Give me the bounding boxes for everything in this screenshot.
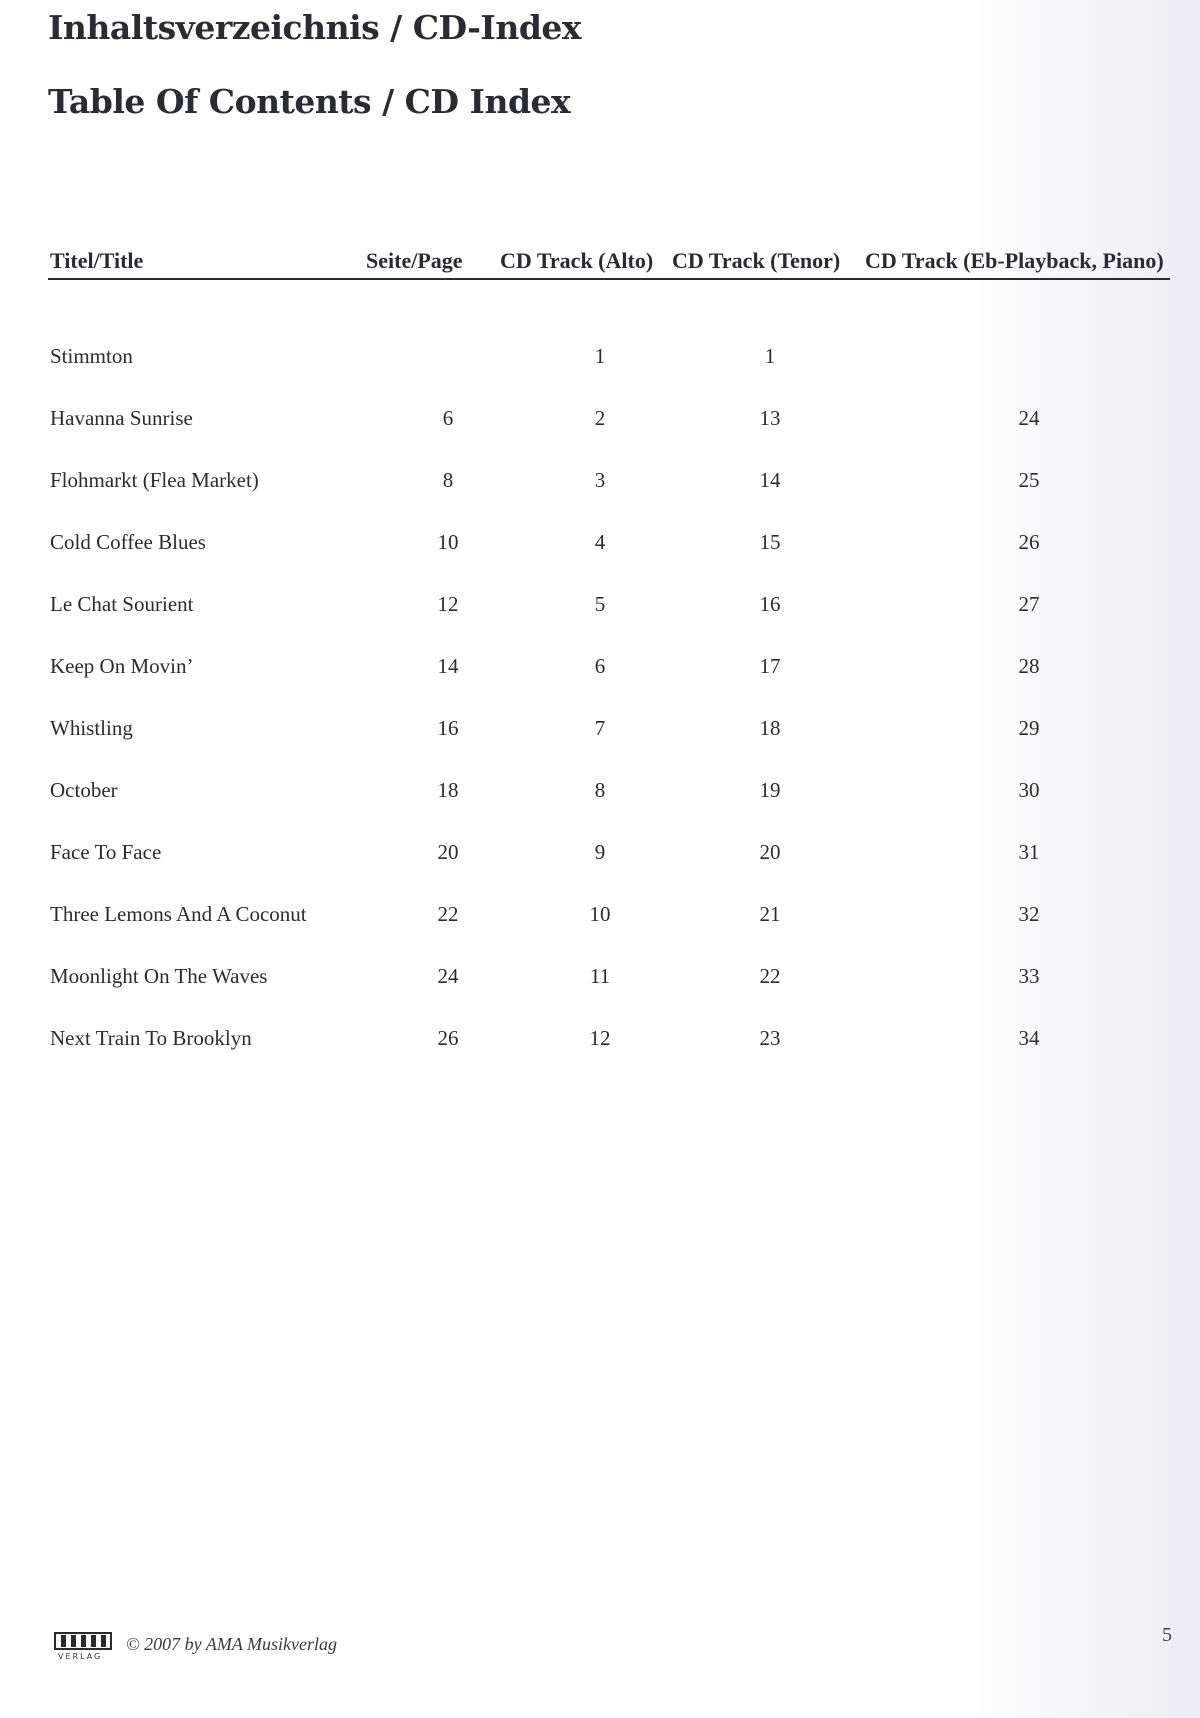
column-header-alto: CD Track (Alto) <box>500 248 654 273</box>
row-track-eb: 29 <box>1018 716 1040 740</box>
table-row <box>48 716 1170 746</box>
row-track-alto: 4 <box>594 530 606 554</box>
row-title: Next Train To Brooklyn <box>50 1026 252 1050</box>
row-page: 18 <box>437 778 459 802</box>
row-track-eb: 26 <box>1018 530 1040 554</box>
row-page: 8 <box>442 468 454 492</box>
row-track-tenor: 17 <box>759 654 781 678</box>
row-track-tenor: 19 <box>759 778 781 802</box>
table-row <box>48 406 1170 436</box>
logo-mark <box>54 1632 112 1650</box>
table-header <box>48 244 1170 280</box>
table-row <box>48 1026 1170 1056</box>
table-row <box>48 902 1170 932</box>
row-page: 12 <box>437 592 459 616</box>
row-track-tenor: 1 <box>764 344 776 368</box>
row-title: Flohmarkt (Flea Market) <box>50 468 259 492</box>
row-track-eb: 27 <box>1018 592 1040 616</box>
row-track-alto: 9 <box>594 840 606 864</box>
page-footer <box>54 1632 337 1668</box>
table-row <box>48 530 1170 560</box>
row-track-tenor: 13 <box>759 406 781 430</box>
page-title-german: Inhaltsverzeichnis / CD-Index <box>48 8 582 47</box>
table-row <box>48 468 1170 498</box>
ama-verlag-logo <box>54 1632 114 1664</box>
row-page: 24 <box>437 964 459 988</box>
row-track-alto: 12 <box>589 1026 611 1050</box>
row-track-tenor: 21 <box>759 902 781 926</box>
page-title-english: Table Of Contents / CD Index <box>48 82 571 121</box>
row-track-tenor: 18 <box>759 716 781 740</box>
row-track-alto: 3 <box>594 468 606 492</box>
copyright-notice: © 2007 by AMA Musikverlag <box>126 1634 337 1654</box>
table-row <box>48 778 1170 808</box>
row-page: 26 <box>437 1026 459 1050</box>
row-track-eb: 28 <box>1018 654 1040 678</box>
row-track-eb: 33 <box>1018 964 1040 988</box>
row-track-tenor: 22 <box>759 964 781 988</box>
column-header-title: Titel/Title <box>50 248 144 273</box>
row-title: Whistling <box>50 716 133 740</box>
page-number: 5 <box>1162 1624 1172 1646</box>
table-row <box>48 592 1170 622</box>
row-track-alto: 5 <box>594 592 606 616</box>
row-track-alto: 8 <box>594 778 606 802</box>
row-track-tenor: 23 <box>759 1026 781 1050</box>
row-track-tenor: 15 <box>759 530 781 554</box>
row-page: 6 <box>442 406 454 430</box>
row-page: 10 <box>437 530 459 554</box>
row-track-alto: 7 <box>594 716 606 740</box>
row-page: 22 <box>437 902 459 926</box>
row-track-eb: 24 <box>1018 406 1040 430</box>
row-track-tenor: 14 <box>759 468 781 492</box>
row-title: Le Chat Sourient <box>50 592 194 616</box>
row-track-eb: 32 <box>1018 902 1040 926</box>
row-track-alto: 10 <box>589 902 611 926</box>
column-header-page: Seite/Page <box>366 248 463 273</box>
row-title: Moonlight On The Waves <box>50 964 268 988</box>
row-page: 16 <box>437 716 459 740</box>
row-track-alto: 2 <box>594 406 606 430</box>
column-header-tenor: CD Track (Tenor) <box>672 248 841 273</box>
row-title: Stimmton <box>50 344 133 368</box>
row-title: October <box>50 778 118 802</box>
row-title: Cold Coffee Blues <box>50 530 206 554</box>
row-track-tenor: 20 <box>759 840 781 864</box>
row-page: 14 <box>437 654 459 678</box>
table-row <box>48 964 1170 994</box>
row-title: Keep On Movin’ <box>50 654 194 678</box>
row-title: Three Lemons And A Coconut <box>50 902 307 926</box>
row-page: 20 <box>437 840 459 864</box>
row-track-eb: 34 <box>1018 1026 1040 1050</box>
row-track-eb: 25 <box>1018 468 1040 492</box>
table-row <box>48 654 1170 684</box>
row-track-eb: 31 <box>1018 840 1040 864</box>
logo-text: VERLAG <box>58 1652 103 1661</box>
row-track-alto: 11 <box>589 964 611 988</box>
column-header-eb-playback: CD Track (Eb-Playback, Piano) <box>865 248 1164 273</box>
row-track-alto: 1 <box>594 344 606 368</box>
row-track-tenor: 16 <box>759 592 781 616</box>
table-row <box>48 344 1170 374</box>
row-title: Havanna Sunrise <box>50 406 193 430</box>
row-track-alto: 6 <box>594 654 606 678</box>
table-row <box>48 840 1170 870</box>
row-title: Face To Face <box>50 840 162 864</box>
row-track-eb: 30 <box>1018 778 1040 802</box>
